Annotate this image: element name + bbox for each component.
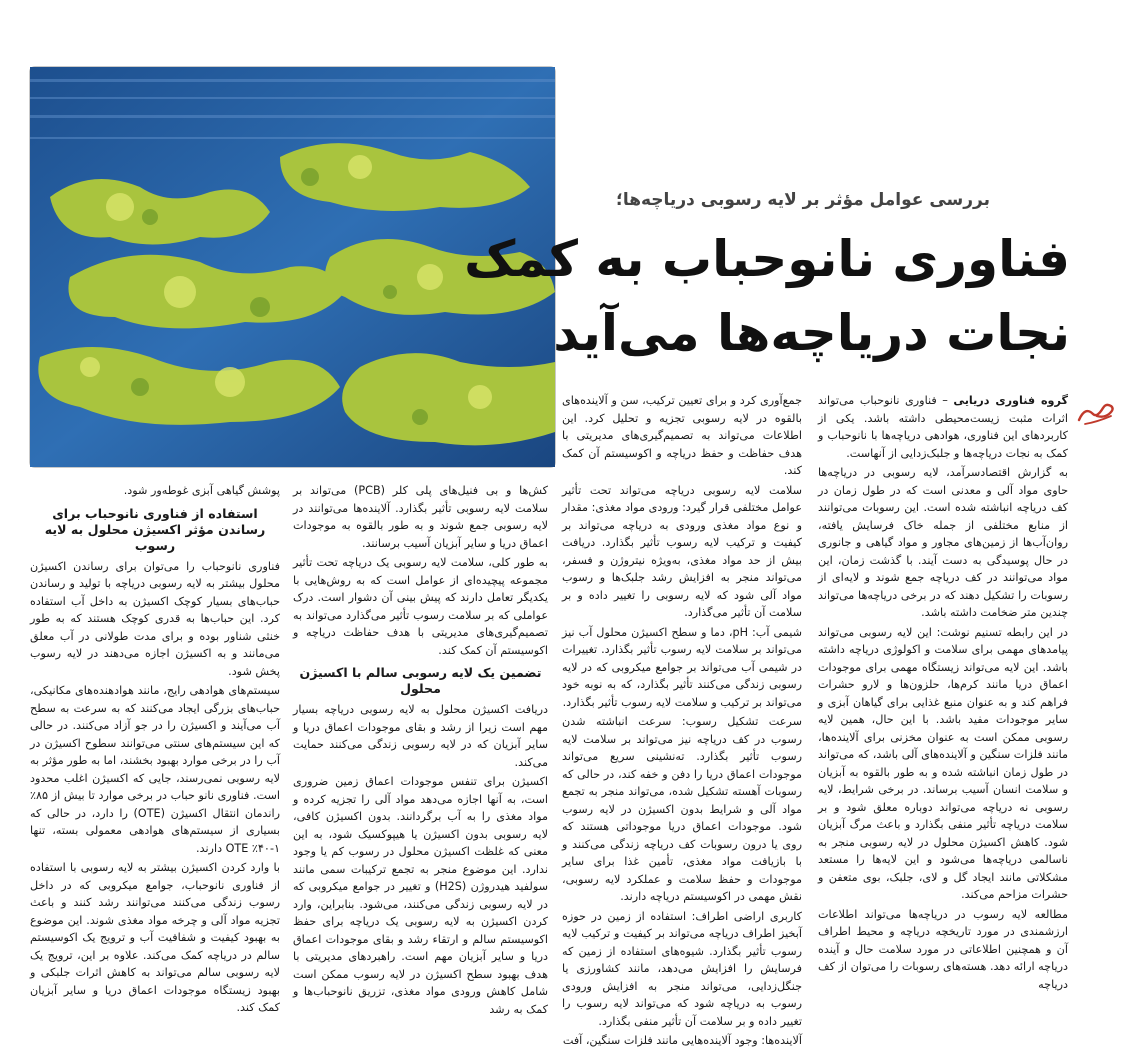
- paragraph: مطالعه لایه رسوب در دریاچه‌ها می‌تواند اطلاعات ارزشمندی در مورد تاریخچه دریاچه و محیط اطراف آن و همچنین اطلاعاتی در مورد سلامت حال و آینده دریاچه ارائه دهد. هسته‌های رسوبات را می‌توان از کف دریاچه: [818, 907, 1068, 991]
- paragraph: فناوری نانوحباب را می‌توان برای رساندن اکسیژن محلول بیشتر به لایه رسوبی دریاچه با تولید و رساندن حباب‌های بسیار کوچک اکسیژن به داخل آب استفاده کرد. این حباب‌ها به قدری کوچک هستند که به طور خنثی شناور بوده و برای مدت طولانی در آب معلق می‌مانند و به اکسیژن اجازه می‌دهند در لایه رسوب پخش شود.: [30, 559, 280, 678]
- article-column-4: [30, 482, 281, 1014]
- article-column-2: [562, 392, 802, 1047]
- paragraph: با وارد کردن اکسیژن بیشتر به لایه رسوبی با استفاده از فناوری نانوحباب، جوامع میکروبی که در داخل رسوب زندگی می‌کنند می‌توانند رشد کنند و باعث تجزیه مواد آلی و چرخه مواد مغذی شوند. این موضوع به بهبود کیفیت و شفافیت آب و ترویج یک اکوسیستم سالم در دریاچه کمک می‌کند. علاوه بر این، ترویج یک لایه رسوبی سالم می‌تواند به کاهش اثرات جلبکی و بهبود زیستگاه موجودات اعماق دریا و سایر آبزیان کمک کند.: [30, 861, 280, 1014]
- paragraph: شیمی آب: pH، دما و سطح اکسیژن محلول آب نیز می‌تواند بر سلامت لایه رسوب تأثیر بگذارد. تغییرات در شیمی آب می‌تواند بر جوامع میکروبی که در لایه رسوبی زندگی می‌کنند تأثیر بگذارد، که به نوبه خود می‌تواند بر ترکیب و سلامت لایه رسوب تأثیر بگذارد.: [562, 625, 802, 709]
- paragraph: به گزارش اقتصادسرآمد، لایه رسوبی در دریاچه‌ها حاوی مواد آلی و معدنی است که در طول زمان در کف دریاچه انباشته شده است. این رسوبات می‌توانند از منابع مختلفی از جمله خاک فرسایش یافته، روان‌آب‌ها از زمین‌های مجاور و مواد گیاهی و جانوری در حال پوسیدگی به دست آیند. با گذشت زمان، این مواد می‌توانند در کف دریاچه جمع شوند و لایه‌ای از رسوبات را تشکیل دهند که در برخی دریاچه‌ها می‌تواند چندین متر ضخامت داشته باشد.: [818, 466, 1068, 619]
- paragraph: دریافت اکسیژن محلول به لایه رسوبی دریاچه بسیار مهم است زیرا از رشد و بقای موجودات اعماق دریا و سایر آبزیان که در لایه رسوبی زندگی می‌کنند حمایت می‌کند.: [293, 703, 548, 769]
- paragraph: کاربری اراضی اطراف: استفاده از زمین در حوزه آبخیز اطراف دریاچه می‌تواند بر کیفیت و ترکیب لایه رسوب تأثیر بگذارد. شیوه‌های استفاده از زمین که فرسایش را افزایش می‌دهد، مانند کشاورزی یا جنگل‌زدایی، می‌تواند منجر به افزایش ورودی رسوب به دریاچه شود که می‌تواند لایه رسوب را تغییر داده و بر سلامت آن تأثیر منفی بگذارد.: [562, 909, 802, 1028]
- section-heading: تضمین یک لایه رسوبی سالم با اکسیژن محلول: [299, 665, 542, 696]
- paragraph: اکسیژن برای تنفس موجودات اعماق زمین ضروری است، به آنها اجازه می‌دهد مواد آلی را تجزیه کرده و مواد مغذی را به آب برگردانند. بدون اکسیژن کافی، لایه رسوبی بدون اکسیژن یا هیپوکسیک شود، به این معنی که غلظت اکسیژن محلول در رسوب کم یا وجود ندارد. این موضوع منجر به تجمع ترکیبات سمی مانند سولفید هیدروژن (H2S) و تغییر در جوامع میکروبی که در لایه رسوبی زندگی می‌کنند، می‌شود. بنابراین، وارد کردن اکسیژن به لایه رسوبی یک دریاچه برای حفظ اکوسیستم سالم و ارتقاء رشد و بقای موجودات اعماق دریا و سایر آبزیان مهم است. راهبردهای مدیریتی با هدف بهبود سطح اکسیژن در لایه رسوب ممکن است شامل کاهش ورودی مواد مغذی، تزریق نانوحباب‌ها و کمک به رشد: [293, 775, 548, 1016]
- byline: گروه فناوری دریایی: [953, 394, 1068, 407]
- paragraph: سرعت تشکیل رسوب: سرعت انباشته شدن رسوب در کف دریاچه نیز می‌تواند بر سلامت لایه رسوب تأثیر بگذارد. ته‌نشینی سریع می‌تواند موجودات اعماق دریا را دفن و خفه کند، در حالی که رسوبات آهسته تشکیل شده، می‌تواند منجر به تجمع مواد آلی و شرایط بدون اکسیژن در لایه رسوب شود. موجودات اعماق دریا موجوداتی هستند که روی یا درون رسوبات کف دریاچه زندگی می‌کنند و با بازیافت مواد مغذی، تأمین غذا برای سایر موجودات و حفظ سلامت و عملکرد لایه رسوبی، نقش مهمی در اکوسیستم دریاچه دارند.: [562, 715, 802, 903]
- headline-line-2: نجات دریاچه‌ها می‌آید: [553, 304, 1070, 362]
- paragraph: در این رابطه تسنیم نوشت: این لایه رسوبی می‌تواند پیامدهای مهمی برای سلامت و اکولوژی دریاچه داشته باشد. این لایه می‌تواند زیستگاه مهمی برای موجودات اعماق دریا مانند کرم‌ها، حلزون‌ها و لارو حشرات فراهم کند و به عنوان منبع غذایی برای گیاهان آبزی و سایر موجودات مفید باشد. با این حال، همین لایه رسوبی ممکن است به عنوان مخزنی برای آلاینده‌ها، مانند فلزات سنگین و آلاینده‌های آلی باشد، که می‌تواند در طول زمان انباشته شده و به طور بالقوه به آبزیان و سلامت انسان آسیب برساند. در برخی شرایط، لایه رسوبی نه دریاچه می‌تواند دوباره معلق شود و بر سلامت دریاچه تأثیر منفی بگذارد و باعث مرگ آبزیان شود. کاهش اکسیژن محلول در لایه رسوبی منجر به ناسالمی دریاچه‌ها می‌شود و این لایه‌ها را مستعد مشکلاتی مانند ایجاد گل و لای، جلبک، بوی متعفن و حشرات مزاحم می‌کند.: [818, 625, 1068, 901]
- paragraph: گروه فناوری دریایی – فناوری نانوحباب می‌تواند اثرات مثبت زیست‌محیطی داشته باشد. یکی از کاربردهای این فناوری، هوادهی دریاچه‌ها با نانوحباب و کمک به نجات دریاچه‌ها و جلبک‌زدایی از آنهاست.: [818, 394, 1068, 460]
- paragraph: آلاینده‌ها: وجود آلاینده‌هایی مانند فلزات سنگین، آفت: [562, 1034, 802, 1047]
- article-column-3: [293, 482, 548, 1016]
- paragraph: به طور کلی، سلامت لایه رسوبی یک دریاچه تحت تأثیر مجموعه پیچیده‌ای از عوامل است که به روش‌هایی با یکدیگر تعامل دارند که پیش بینی آن دشوار است. درک عواملی که بر سلامت رسوب تأثیر می‌گذارد می‌تواند به تصمیم‌گیری‌های مدیریتی با هدف حفاظت دریاچه و اکوسیستم آن کمک کند.: [293, 556, 548, 657]
- paragraph: کش‌ها و بی فنیل‌های پلی کلر (PCB) می‌تواند بر سلامت لایه رسوبی تأثیر بگذارد. آلاینده‌ها می‌توانند در لایه رسوبی جمع شوند و به طور بالقوه به موجودات اعماق دریا و سایر آبزیان آسیب برسانند.: [293, 484, 548, 550]
- section-heading: استفاده از فناوری نانوحباب برای رساندن مؤثر اکسیژن محلول به لایه رسوب: [44, 505, 266, 553]
- publication-logo-icon: [1075, 398, 1119, 428]
- paragraph: جمع‌آوری کرد و برای تعیین ترکیب، سن و آلاینده‌های بالقوه در لایه رسوبی تجزیه و تحلیل کرد. این اطلاعات می‌تواند به تصمیم‌گیری‌های مدیریتی با هدف حفاظت و حفظ دریاچه و اکوسیستم آن کمک کند.: [562, 394, 802, 477]
- article-column-1: [818, 392, 1068, 992]
- paragraph: سیستم‌های هوادهی رایج، مانند هوادهنده‌های مکانیکی، حباب‌های بزرگی ایجاد می‌کنند که به سرعت به سطح آب می‌آیند و اکسیژن را در جو آزاد می‌کنند. در حالی که این سیستم‌های سنتی می‌توانند سطوح اکسیژن در آب را در برخی موارد بهبود بخشند، اما به طور مؤثر به لایه رسوبی نمی‌رسند، جایی که اکسیژن اغلب محدود است. فناوری نانو حباب در برخی موارد تا بیش از ۸۵٪ راندمان انتقال اکسیژن (OTE) را دارد، در حالی که بسیاری از سیستم‌های هوادهی معمولی بسته، تنها ۱-۴۰٪ OTE دارند.: [30, 684, 281, 855]
- headline-line-1: فناوری نانوحباب به کمک: [464, 230, 1070, 288]
- paragraph: پوشش گیاهی آبزی غوطه‌ور شود.: [123, 484, 280, 497]
- article-headline: [464, 222, 1070, 370]
- paragraph: سلامت لایه رسوبی دریاچه می‌تواند تحت تأثیر عوامل مختلفی قرار گیرد: ورودی مواد مغذی: مقدار و نوع مواد مغذی ورودی به دریاچه می‌تواند بر کیفیت و ترکیب لایه رسوب تأثیر بگذارد. دریافت بیش از حد مواد مغذی، به‌ویژه نیتروژن و فسفر، می‌تواند منجر به افزایش رشد جلبک‌ها و رسوب مواد آلی شود که لایه رسوبی را تغییر داده و بر سلامت آن تأثیر می‌گذارد.: [562, 483, 802, 619]
- article-kicker: بررسی عوامل مؤثر بر لایه رسوبی دریاچه‌ها؛: [616, 190, 990, 210]
